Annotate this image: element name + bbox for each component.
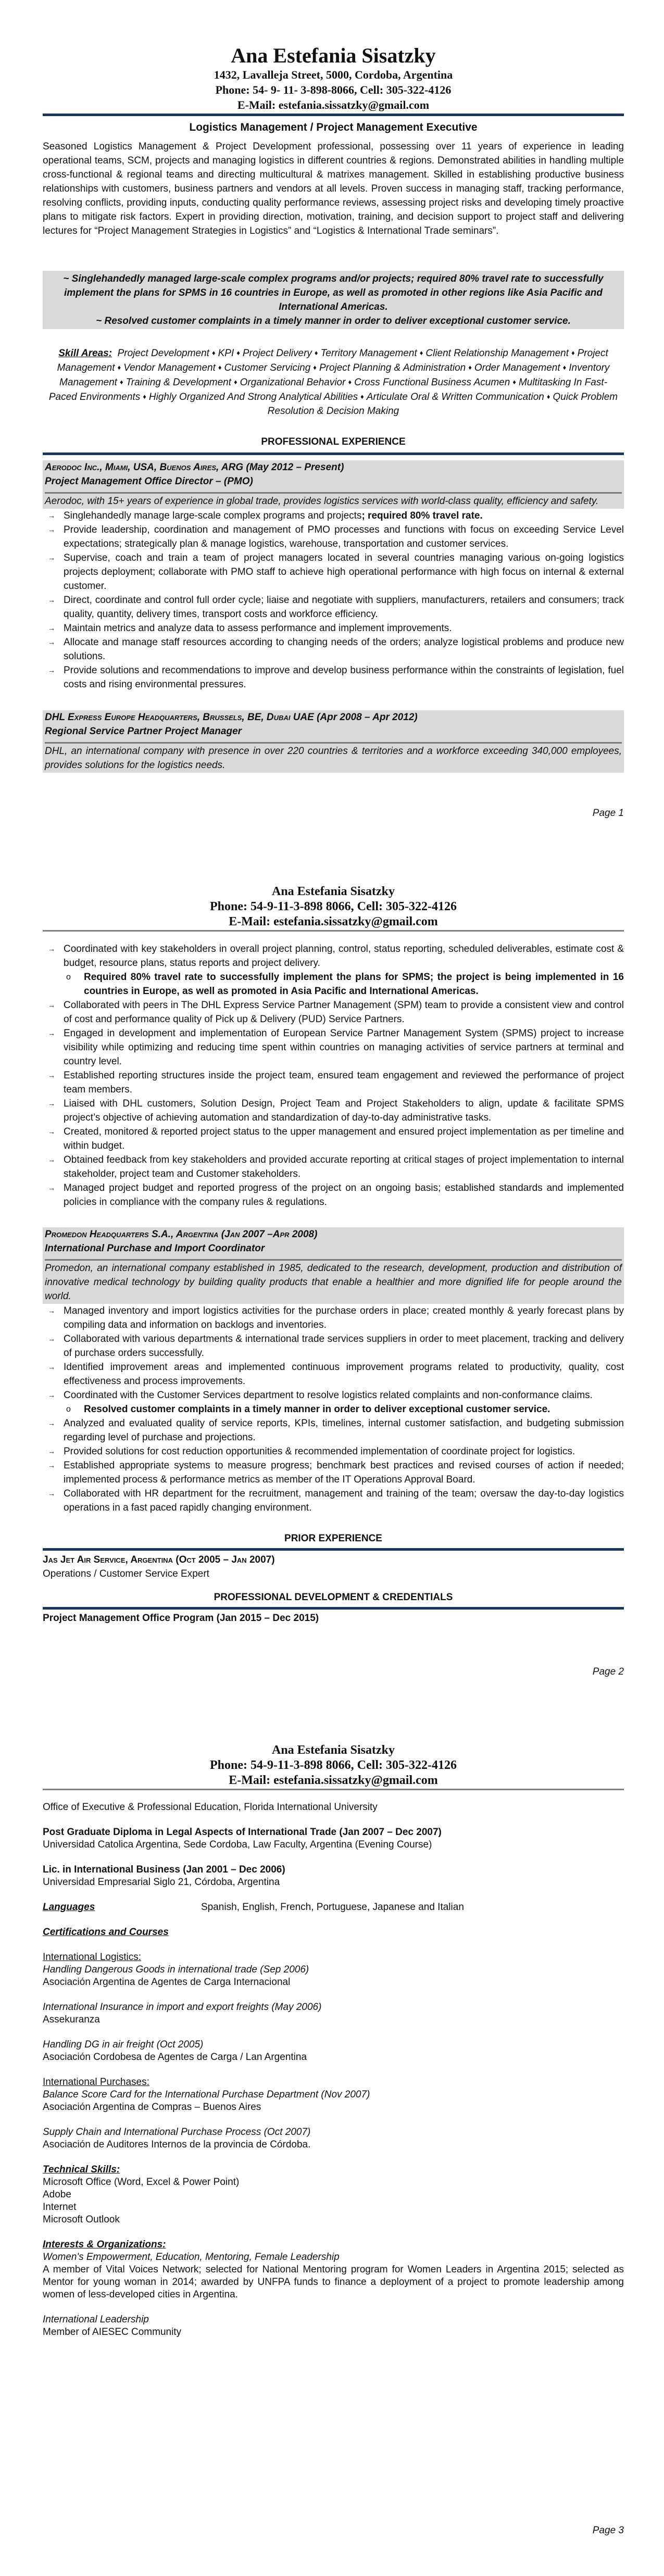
arrow-bullet-icon: →: [48, 554, 55, 562]
skill-areas: [43, 346, 624, 418]
text-line: Member of AIESEC Community: [43, 2327, 182, 2338]
job-bullets: [43, 1304, 624, 1515]
text-line: Handling DG in air freight (Oct 2005): [43, 2039, 204, 2050]
professional-title: Logistics Management / Project Management Executive: [189, 121, 478, 133]
highlight-2: ~ Resolved customer complaints in a timely manner in order to deliver exceptional customer service.: [96, 316, 571, 326]
email: E-Mail: estefania.sissatzky@gmail.com: [229, 1774, 438, 1787]
arrow-bullet-icon: →: [48, 638, 55, 646]
bullet-text: Allocate and manage staff resources according to changing needs of the orders; analyze logistical problems and produce new solutions.: [64, 637, 624, 662]
bullet-text: Resolved customer complaints in a timely manner in order to deliver exceptional customer service.: [84, 1404, 550, 1415]
skill-item: Project Development: [117, 348, 209, 359]
text-line: Asociación Argentina de Agentes de Carga Internacional: [43, 1977, 291, 1988]
job-dhl-header: [43, 710, 624, 773]
bullet-text: Created, monitored & reported project status to the upper management and ensured project implementation as per timeline and within budget.: [64, 1126, 624, 1151]
text-line: Assekuranza: [43, 2014, 100, 2025]
credential-program: Project Management Office Program (Jan 2015 – Dec 2015): [43, 1613, 319, 1624]
candidate-name: Ana Estefania Sisatzky: [271, 1743, 395, 1757]
diamond-separator-icon: ♦: [143, 393, 146, 400]
diamond-separator-icon: ♦: [211, 349, 216, 357]
phone: Phone: 54-9-11-3-898 8066, Cell: 305-322-4126: [210, 900, 457, 913]
skill-item: Client Relationship Management: [425, 348, 569, 359]
text-line: Universidad Empresarial Siglo 21, Córdoba, Argentina: [43, 1877, 280, 1888]
bullet-text: Coordinated with key stakeholders in overall project planning, control, status reporting, scheduled deliverables, estimate cost & budget, resource plans, status reports and project delivery.: [64, 944, 624, 969]
text-line: Microsoft Outlook: [43, 2214, 120, 2225]
blank-line: [43, 2301, 624, 2314]
arrow-bullet-icon: →: [48, 1489, 55, 1498]
text-line: Interests & Organizations:: [43, 2239, 166, 2250]
resume-page-1: [0, 0, 664, 859]
bullet-text: Coordinated with the Customer Services department to resolve logistics related complaints and non-conformance claims.: [64, 1390, 593, 1401]
job-role: Project Management Office Director – (PMO): [45, 476, 253, 487]
page-number: Page 2: [592, 1666, 624, 1677]
arrow-bullet-icon: →: [48, 1155, 55, 1164]
bullet-text: Analyzed and evaluated quality of service reports, KPIs, timelines, internal customer satisfaction, and budgeting submission regarding level of purchase and projections.: [64, 1418, 624, 1443]
arrow-bullet-icon: →: [48, 666, 55, 674]
job-company: DHL Express Europe Headquarters, Brussels, BE, Dubai UAE: [45, 712, 314, 723]
job-dates: (Jan 2007 –Apr 2008): [218, 1229, 318, 1240]
languages-label: Languages: [43, 1902, 95, 1913]
bullet-text: Established appropriate systems to measure progress; benchmark best practices and revised courses of action if needed; implemented process & performance metrics as member of the IT Operations Approval Board.: [64, 1460, 624, 1485]
job-description: DHL, an international company with presence in over 220 countries & territories and a workforce exceeding 340,000 employees, provides solutions for the logistics needs.: [45, 746, 622, 771]
blank-line: [43, 2151, 624, 2164]
blank-line: [43, 2026, 624, 2039]
arrow-bullet-icon: →: [48, 596, 55, 604]
bullet-item: [43, 1487, 624, 1515]
job-description: Aerodoc, with 15+ years of experience in global trade, provides logistics services with world-class quality, efficiency and safety.: [45, 496, 599, 507]
text-line: Asociación de Auditores Internos de la provincia de Córdoba.: [43, 2139, 311, 2150]
arrow-bullet-icon: →: [48, 1391, 55, 1399]
text-line: Women's Empowerment, Education, Mentoring, Female Leadership: [43, 2252, 340, 2263]
bullet-text: Supervise, coach and train a team of project managers located in several countries managing various on-going logistics projects deployment; collaborate with PMO staff to achieve high operational performance with high focus on internal & external customer.: [64, 552, 624, 592]
text-line: International Purchases:: [43, 2077, 149, 2088]
diamond-separator-icon: ♦: [117, 363, 121, 371]
job-separator: [45, 742, 622, 744]
text-line: Lic. in International Business (Jan 2001 – Dec 2006): [43, 1864, 285, 1875]
skill-item: Customer Servicing: [224, 362, 311, 373]
arrow-bullet-icon: →: [48, 1099, 55, 1108]
bullet-item: [43, 1181, 624, 1209]
job-header-box: [43, 1227, 624, 1304]
skill-item: Multitasking In Fast-Paced Environments: [48, 377, 607, 403]
arrow-bullet-icon: →: [48, 1419, 55, 1427]
address: 1432, Lavalleja Street, 5000, Cordoba, Argentina: [214, 68, 453, 81]
bullet-text: Engaged in development and implementation of European Service Partner Management System (SPMS) project to increase visibility while optimizing and reducing time spent within countries on managing activities of service partners at terminal and country level.: [64, 1028, 624, 1067]
bullet-item: [43, 998, 624, 1026]
bullet-text: Liaised with DHL customers, Solution Design, Project Team and Project Stakeholders to align, update & facilitate SPMS project’s objective of achieving automation and standardization of day-to-day administrative tasks.: [64, 1098, 624, 1123]
arrow-bullet-icon: →: [48, 945, 55, 953]
section-rule: [43, 453, 624, 455]
job-company: Promedon Headquarters S.A., Argentina: [45, 1229, 219, 1240]
bullet-text: Collaborated with various departments & international trade services suppliers in order to meet placement, tracking and delivery of purchase orders successfully.: [64, 1334, 624, 1359]
email: E-Mail: estefania.sissatzky@gmail.com: [237, 98, 430, 111]
bullet-item: [43, 593, 624, 621]
education-and-credentials: [43, 1801, 624, 2339]
job-company: Aerodoc Inc., Miami, USA, Buenos Aires, ARG: [45, 462, 244, 473]
arrow-bullet-icon: →: [48, 1306, 55, 1315]
text-line: International Leadership: [43, 2314, 149, 2325]
job-separator: [45, 1259, 622, 1261]
arrow-bullet-icon: →: [48, 511, 55, 520]
text-line: Asociación Argentina de Compras – Buenos Aires: [43, 2102, 261, 2113]
text-line: Adobe: [43, 2189, 71, 2200]
header-rule: [43, 1789, 624, 1790]
section-heading-professional-experience: PROFESSIONAL EXPERIENCE: [261, 436, 406, 447]
text-line: International Logistics:: [43, 1952, 142, 1963]
bullet-item: [43, 1125, 624, 1153]
text-line: Post Graduate Diploma in Legal Aspects of International Trade (Jan 2007 – Dec 2007): [43, 1827, 442, 1838]
arrow-bullet-icon: →: [48, 525, 55, 534]
diamond-separator-icon: ♦: [468, 363, 472, 371]
skill-item: Highly Organized And Strong Analytical Abilities: [148, 392, 358, 403]
bullet-item: [43, 523, 624, 551]
resume-page-2: [0, 859, 664, 1717]
bullet-text: Collaborated with HR department for the recruitment, management and training of the team; oversaw the day-to-day logistics operations in a fast paced rapidly changing environment.: [64, 1488, 624, 1513]
bullet-item: [43, 1360, 624, 1388]
diamond-separator-icon: ♦: [236, 349, 240, 357]
job-company-line: [45, 1227, 622, 1241]
diamond-separator-icon: ♦: [119, 378, 123, 386]
dhl-bullets: [43, 942, 624, 1209]
bullet-item: [43, 635, 624, 663]
arrow-bullet-icon: →: [48, 1363, 55, 1371]
skill-item: KPI: [218, 348, 234, 359]
diamond-separator-icon: ♦: [419, 349, 423, 357]
phone: Phone: 54-9-11-3-898 8066, Cell: 305-322-4126: [210, 1758, 457, 1772]
arrow-bullet-icon: →: [48, 1127, 55, 1136]
job-separator: [45, 492, 622, 494]
text-line: Asociación Cordobesa de Agentes de Carga / Lan Argentina: [43, 2052, 307, 2063]
bullet-item: [43, 1388, 624, 1402]
skill-item: Inventory Management: [59, 362, 610, 388]
bullet-item: [43, 942, 624, 970]
bullet-text: Obtained feedback from key stakeholders and provided accurate reporting at critical stages of project implementation to internal stakeholder, project team and Customer stakeholders.: [64, 1154, 624, 1179]
diamond-separator-icon: ♦: [348, 378, 352, 386]
bullet-bold-text: ; required 80% travel rate.: [361, 510, 483, 521]
sub-bullet-item: [43, 970, 624, 998]
bullet-text: Maintain metrics and analyze data to assess performance and implement improvements.: [64, 623, 452, 634]
diamond-separator-icon: ♦: [512, 378, 516, 386]
section-heading-prior-experience: PRIOR EXPERIENCE: [284, 1533, 382, 1544]
bullet-item: [43, 509, 624, 523]
blank-line: [43, 1989, 624, 2001]
skill-item: Project Delivery: [242, 348, 312, 359]
job-promedon: [43, 1227, 624, 1515]
text-line: Supply Chain and International Purchase Process (Oct 2007): [43, 2127, 311, 2138]
diamond-separator-icon: ♦: [360, 393, 364, 400]
skill-item: Organizational Behavior: [240, 377, 346, 388]
diamond-separator-icon: ♦: [234, 378, 237, 386]
phone: Phone: 54- 9- 11- 3-898-8066, Cell: 305-322-4126: [215, 83, 452, 96]
highlights-box: [43, 271, 624, 329]
candidate-name: Ana Estefania Sisatzky: [231, 44, 436, 67]
text-line: Handling Dangerous Goods in international trade (Sep 2006): [43, 1964, 309, 1975]
header-rule: [43, 930, 624, 932]
job-dates: (Apr 2008 – Apr 2012): [314, 712, 418, 723]
bullet-text: Established reporting structures inside the project team, ensured team engagement and reviewed the performance of project team members.: [64, 1070, 624, 1095]
job-company-line: [45, 710, 622, 724]
bullet-item: [43, 1153, 624, 1181]
skill-areas-label: Skill Areas:: [58, 348, 112, 359]
arrow-bullet-icon: →: [48, 624, 55, 632]
skill-item: Quick Problem Resolution & Decision Making: [267, 392, 618, 417]
section-rule: [43, 1548, 624, 1551]
arrow-bullet-icon: →: [48, 1447, 55, 1455]
bullet-item: [43, 1444, 624, 1459]
text-line: International Insurance in import and export freights (May 2006): [43, 2002, 322, 2013]
bullet-item: [43, 1304, 624, 1332]
page-number: Page 1: [592, 808, 624, 819]
job-header-box: [43, 460, 624, 509]
bullet-text: Identified improvement areas and implemented continuous improvement programs related to productivity, quality, cost effectiveness and process improvements.: [64, 1362, 624, 1387]
bullet-text: Singlehandedly manage large-scale complex programs and projects: [64, 510, 362, 521]
highlight-1: ~ Singlehandedly managed large-scale complex programs and/or projects; required 80% travel rate to successfully implement the plans for SPMS in 16 countries in Europe, as well as promoted in other regions like Asia Pacific and International Americas.: [63, 273, 604, 312]
prior-role: Operations / Customer Service Expert: [43, 1568, 209, 1579]
job-company-line: [45, 460, 622, 474]
text-line: Technical Skills:: [43, 2164, 120, 2175]
bullet-item: [43, 1416, 624, 1444]
blank-line: [43, 1914, 624, 1926]
skill-item: Cross Functional Business Acumen: [354, 377, 510, 388]
blank-line: [43, 1814, 624, 1826]
language-row: [43, 1901, 624, 1914]
bullet-item: [43, 621, 624, 635]
section-rule: [43, 1607, 624, 1610]
text-line: Balance Score Card for the International Purchase Department (Nov 2007): [43, 2089, 370, 2100]
job-role: International Purchase and Import Coordinator: [45, 1243, 265, 1254]
arrow-bullet-icon: →: [48, 1029, 55, 1037]
arrow-bullet-icon: →: [48, 1335, 55, 1343]
diamond-separator-icon: ♦: [313, 363, 317, 371]
arrow-bullet-icon: →: [48, 1461, 55, 1469]
skill-item: Territory Management: [320, 348, 417, 359]
text-line: Certifications and Courses: [43, 1927, 169, 1938]
bullet-text: Provided solutions for cost reduction opportunities & recommended implementation of coordinate project for logistics.: [64, 1446, 575, 1457]
blank-line: [43, 2064, 624, 2076]
bullet-item: [43, 1097, 624, 1125]
prior-company: Jas Jet Air Service, Argentina (Oct 2005 – Jan 2007): [43, 1554, 275, 1565]
job-aerodoc: [43, 460, 624, 692]
job-description: Promedon, an international company established in 1985, dedicated to the research, development, production and distribution of innovative medical technology by building quality products that enable a healthier and more dignified life for people around the world.: [45, 1263, 622, 1302]
diamond-separator-icon: ♦: [546, 393, 550, 400]
bullet-item: [43, 1332, 624, 1360]
circle-bullet-icon: o: [66, 973, 71, 982]
bullet-item: [43, 1459, 624, 1487]
bullet-text: Provide solutions and recommendations to improve and develop business performance within the constraints of legislation, fuel costs and rising environmental pressures.: [64, 665, 624, 690]
skill-item: Order Management: [474, 362, 560, 373]
diamond-separator-icon: ♦: [562, 363, 567, 371]
bullet-item: [43, 1026, 624, 1069]
bullet-text: Required 80% travel rate to successfully implement the plans for SPMS; the project is being implemented in 16 countries in Europe, as well as promoted in Asia Pacific and International Americas.: [84, 972, 624, 997]
arrow-bullet-icon: →: [48, 1184, 55, 1192]
diamond-separator-icon: ♦: [314, 349, 318, 357]
page-content: [43, 859, 624, 1625]
arrow-bullet-icon: →: [48, 1071, 55, 1079]
bullet-text: Managed inventory and import logistics activities for the purchase orders in place; created monthly & yearly forecast plans by compiling data and information on backlogs and inventories.: [64, 1305, 624, 1330]
arrow-bullet-icon: →: [48, 1001, 55, 1009]
text-line: Universidad Catolica Argentina, Sede Cordoba, Law Faculty, Argentina (Evening Course): [43, 1839, 432, 1850]
skill-item: Vendor Management: [123, 362, 216, 373]
skill-item: Project Management: [57, 348, 608, 373]
bullet-text: Direct, coordinate and control full order cycle; liaise and negotiate with suppliers, manufacturers, retailers and consumers; track quality, quantity, delivery times, transport costs and workforce efficiency.: [64, 595, 624, 620]
blank-line: [43, 2114, 624, 2126]
summary: Seasoned Logistics Management & Project Development professional, possessing over 11 years of experience in leading operational teams, SCM, projects and managing logistics in different countries & regions. Demonstrated abilities in handling multiple cross-functional & regional teams and directing multicultural & matrixes management. Skilled in establishing productive business relationships with customers, business partners and vendors at all levels. Proven success in managing staff, tracking performance, resolving conflicts, providing inputs, conducting quality performance reviews, assessing project risks and developing timely proactive plans to mitigate risk factors. Expert in providing direction, motivation, training, and decision support to project staff and delivering lectures for “Project Management Strategies in Logistics” and “Logistics & International Trade seminars”.: [43, 141, 624, 236]
blank-line: [43, 1889, 624, 1901]
page-content: [43, 0, 624, 773]
text-line: Office of Executive & Professional Education, Florida International University: [43, 1802, 378, 1813]
bullet-text: Collaborated with peers in The DHL Express Service Partner Management (SPM) team to provide a consistent view and control of cost and performance quality of Pick up & Delivery (PUD) Service Partners.: [64, 1000, 624, 1025]
resume-page-3: [0, 1717, 664, 2576]
text-line: Microsoft Office (Word, Excel & Power Point): [43, 2177, 240, 2188]
languages-value: Spanish, English, French, Portuguese, Japanese and Italian: [201, 1902, 464, 1913]
email: E-Mail: estefania.sissatzky@gmail.com: [229, 915, 438, 928]
job-dates: (May 2012 – Present): [243, 462, 344, 473]
text-line: A member of Vital Voices Network; selected for National Mentoring program for Women Leaders in Argentina 2015; selected as Mentor for young woman in 2014; awarded by UNFPA funds to finance a deployment of a project to promote leadership among women of less-developed cities in Argentina.: [43, 2264, 624, 2300]
skill-item: Training & Development: [126, 377, 232, 388]
diamond-separator-icon: ♦: [571, 349, 575, 357]
header-rule: [43, 114, 624, 116]
circle-bullet-icon: o: [66, 1405, 71, 1414]
blank-line: [43, 1939, 624, 1951]
job-role: Regional Service Partner Project Manager: [45, 726, 242, 737]
skill-item: Articulate Oral & Written Communication: [366, 392, 544, 403]
page-number: Page 3: [592, 2525, 624, 2536]
blank-line: [43, 1851, 624, 1864]
diamond-separator-icon: ♦: [218, 363, 222, 371]
blank-line: [43, 2226, 624, 2239]
bullet-text: Provide leadership, coordination and management of PMO processes and functions with focus on exceeding Service Level expectations; strategically plan & manage logistics, warehouse, transportation and customer services.: [64, 524, 624, 549]
sub-bullet-item: [43, 1402, 624, 1416]
job-bullets: [43, 509, 624, 692]
bullet-item: [43, 663, 624, 692]
bullet-text: Managed project budget and reported progress of the project on an ongoing basis; established standards and implemented policies in compliance with the company rules & regulations.: [64, 1183, 624, 1208]
candidate-name: Ana Estefania Sisatzky: [271, 885, 395, 898]
bullet-item: [43, 551, 624, 593]
job-header-box: [43, 710, 624, 773]
section-heading-professional-development: PROFESSIONAL DEVELOPMENT & CREDENTIALS: [214, 1592, 453, 1603]
skill-item: Project Planning & Administration: [319, 362, 466, 373]
text-line: Internet: [43, 2202, 77, 2213]
bullet-item: [43, 1069, 624, 1097]
page-content: [43, 1717, 624, 2339]
